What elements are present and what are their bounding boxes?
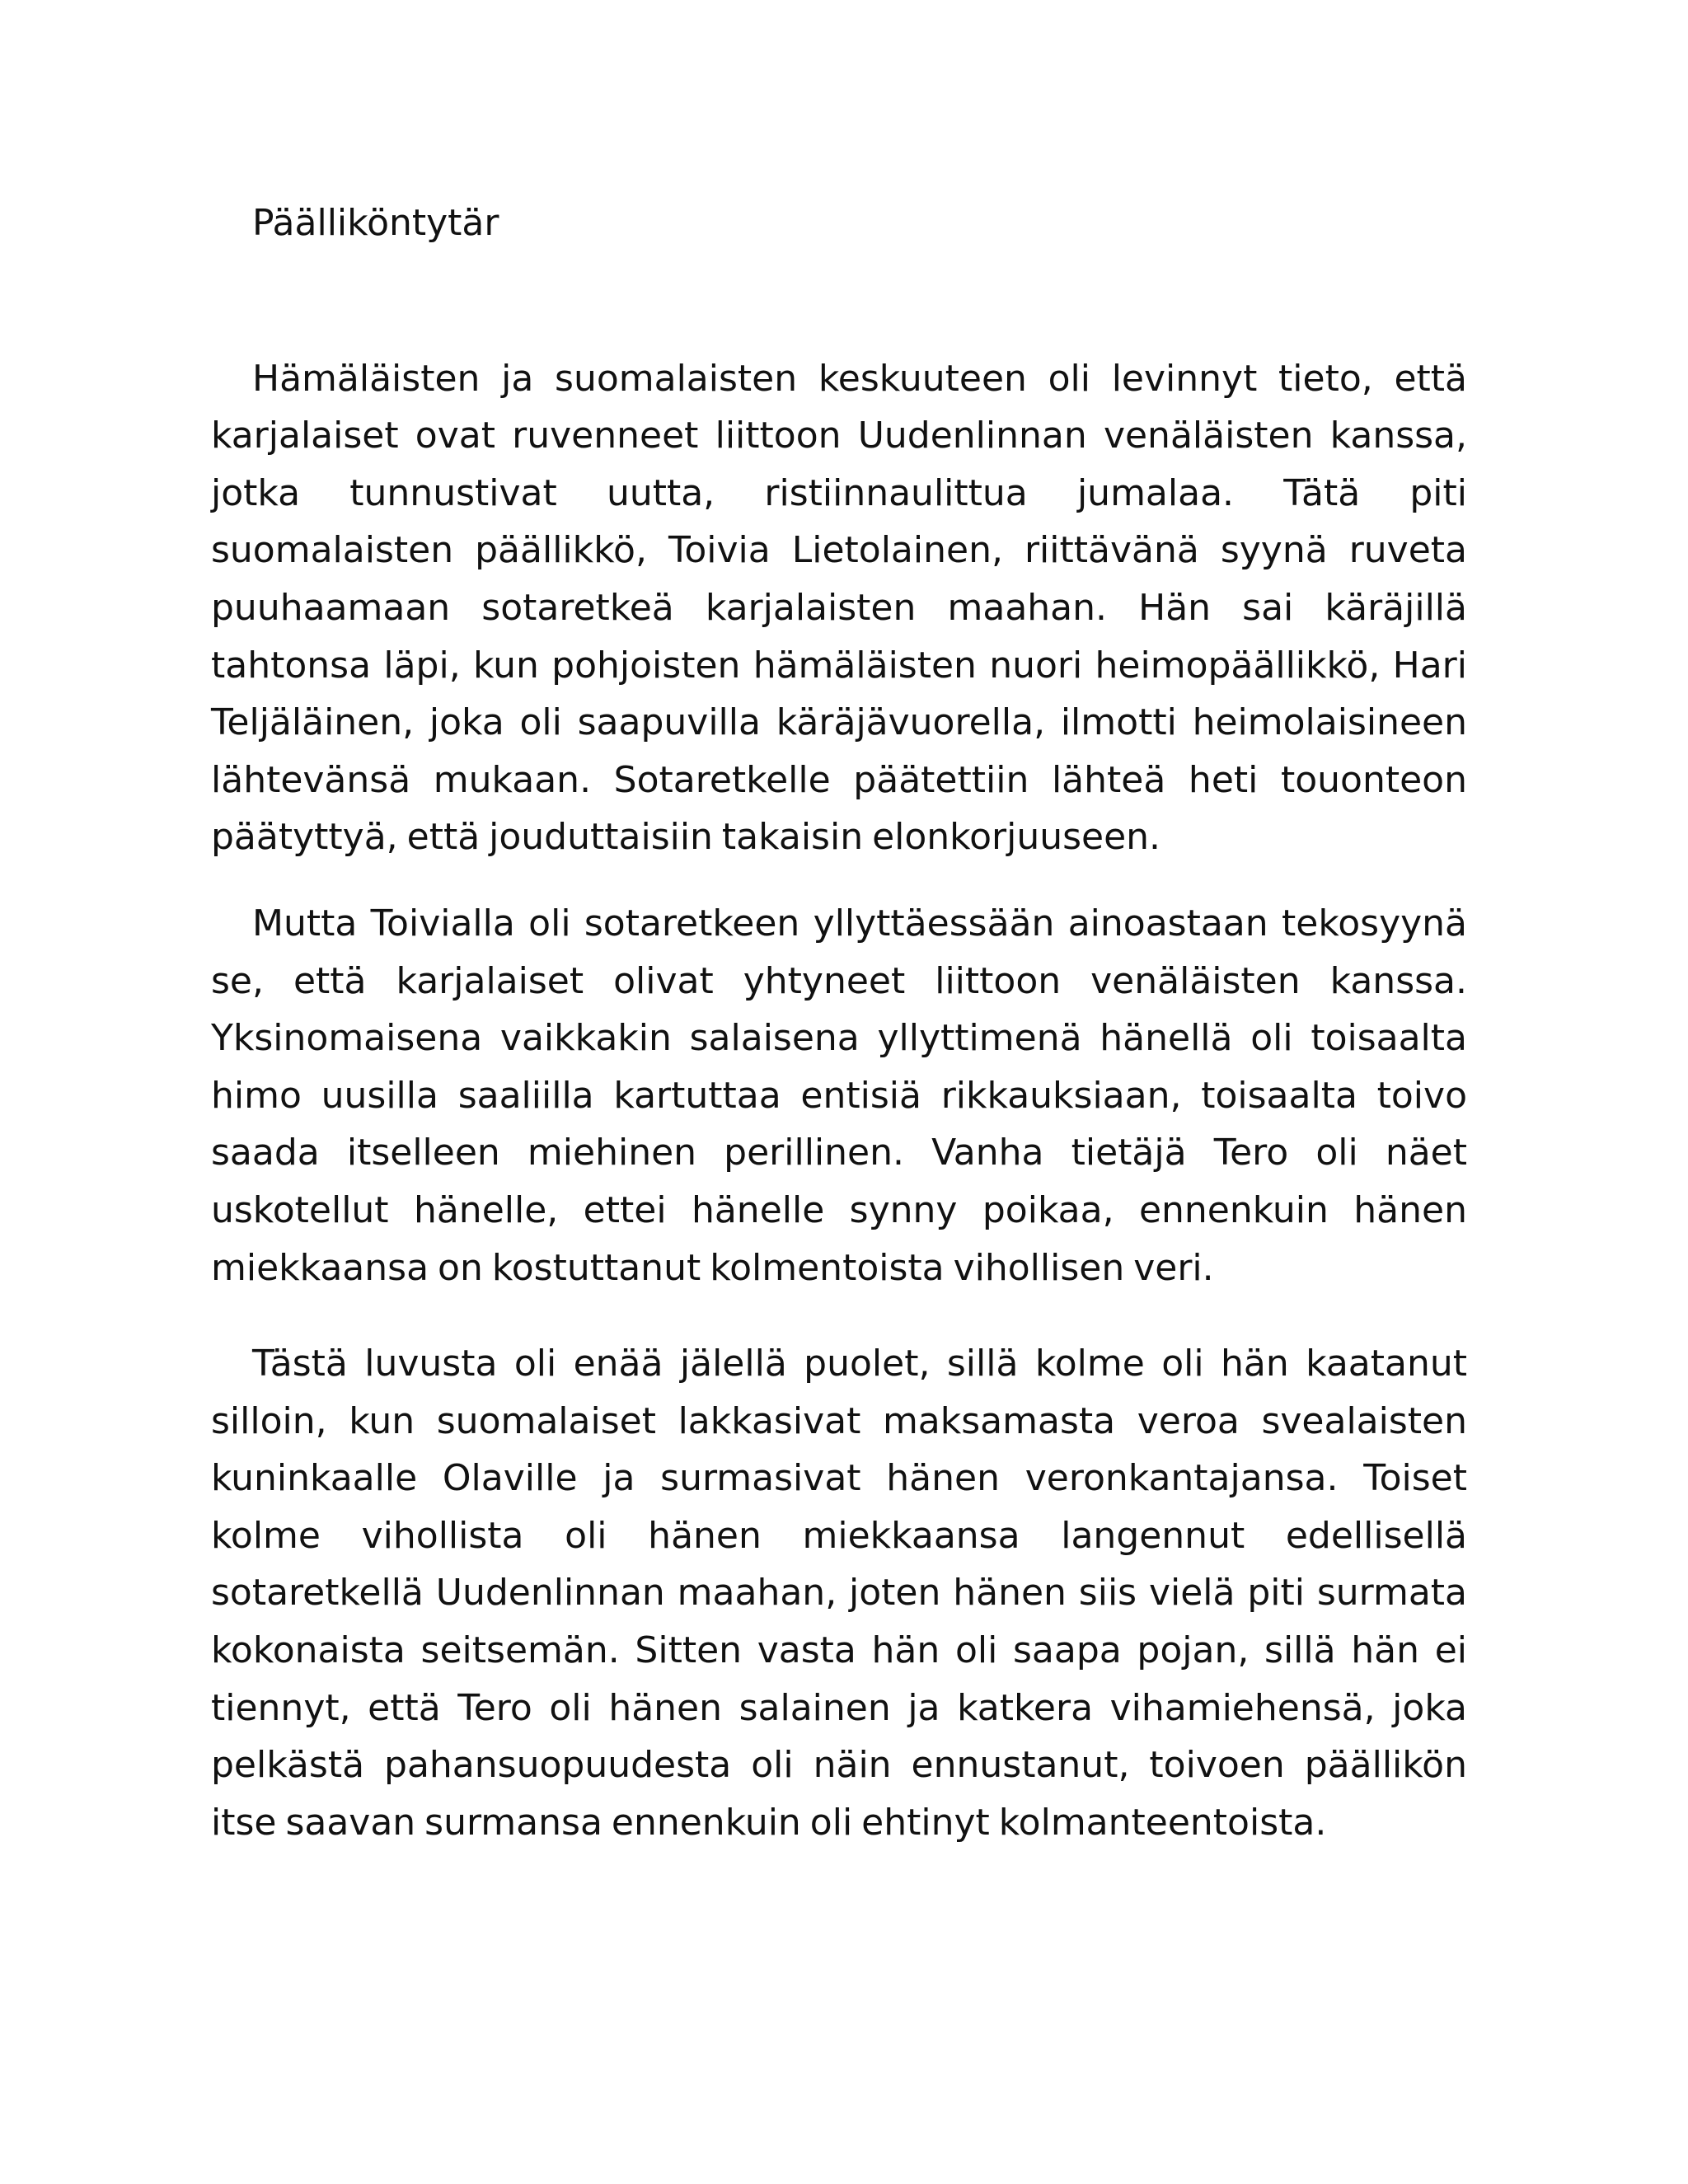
paragraph-3: Tästä luvusta oli enää jälellä puolet, sillä kolme oli hän kaatanut silloin, kun suomalaiset lakkasivat maksamasta veroa svealaisten kuninkaalle Olaville ja surmasivat hänen veronkantajansa. Toiset kolme vihollista oli hänen miekkaansa langennut edellisellä sotaretkellä Uudenlinnan maahan, joten hänen siis vielä piti surmata kokonaista seitsemän. Sitten vasta hän oli saapa pojan, sillä hän ei tiennyt, että Tero oli hänen salainen ja katkera vihamiehensä, joka pelkästä pahansuopuudesta oli näin ennustanut, toivoen päällikön itse saavan surmansa ennenkuin oli ehtinyt kolmanteentoista.: [211, 1343, 1467, 1844]
document-title: Päälliköntytär: [252, 202, 499, 244]
document-page: [211, 194, 1467, 1851]
paragraph-1: Hämäläisten ja suomalaisten keskuuteen oli levinnyt tieto, että karjalaiset ovat ruvenneet liittoon Uudenlinnan venäläisten kanssa, jotka tunnustivat uutta, ristiinnaulittua jumalaa. Tätä piti suomalaisten päällikkö, Toivia Lietolainen, riittävänä syynä ruveta puuhaamaan sotaretkeä karjalaisten maahan. Hän sai käräjillä tahtonsa läpi, kun pohjoisten hämäläisten nuori heimopäällikkö, Hari Teljäläinen, joka oli saapuvilla käräjävuorella, ilmotti heimolaisineen lähtevänsä mukaan. Sotaretkelle päätettiin lähteä heti touonteon päätyttyä, että jouduttaisiin takaisin elonkorjuuseen.: [211, 357, 1467, 859]
paragraph-2: Mutta Toivialla oli sotaretkeen yllyttäessään ainoastaan tekosyynä se, että karjalaiset olivat yhtyneet liittoon venäläisten kanssa. Yksinomaisena vaikkakin salaisena yllyttimenä hänellä oli toisaalta himo uusilla saaliilla kartuttaa entisiä rikkauksiaan, toisaalta toivo saada itselleen miehinen perillinen. Vanha tietäjä Tero oli näet uskotellut hänelle, ettei hänelle synny poikaa, ennenkuin hänen miekkaansa on kostuttanut kolmentoista vihollisen veri.: [211, 902, 1467, 1289]
